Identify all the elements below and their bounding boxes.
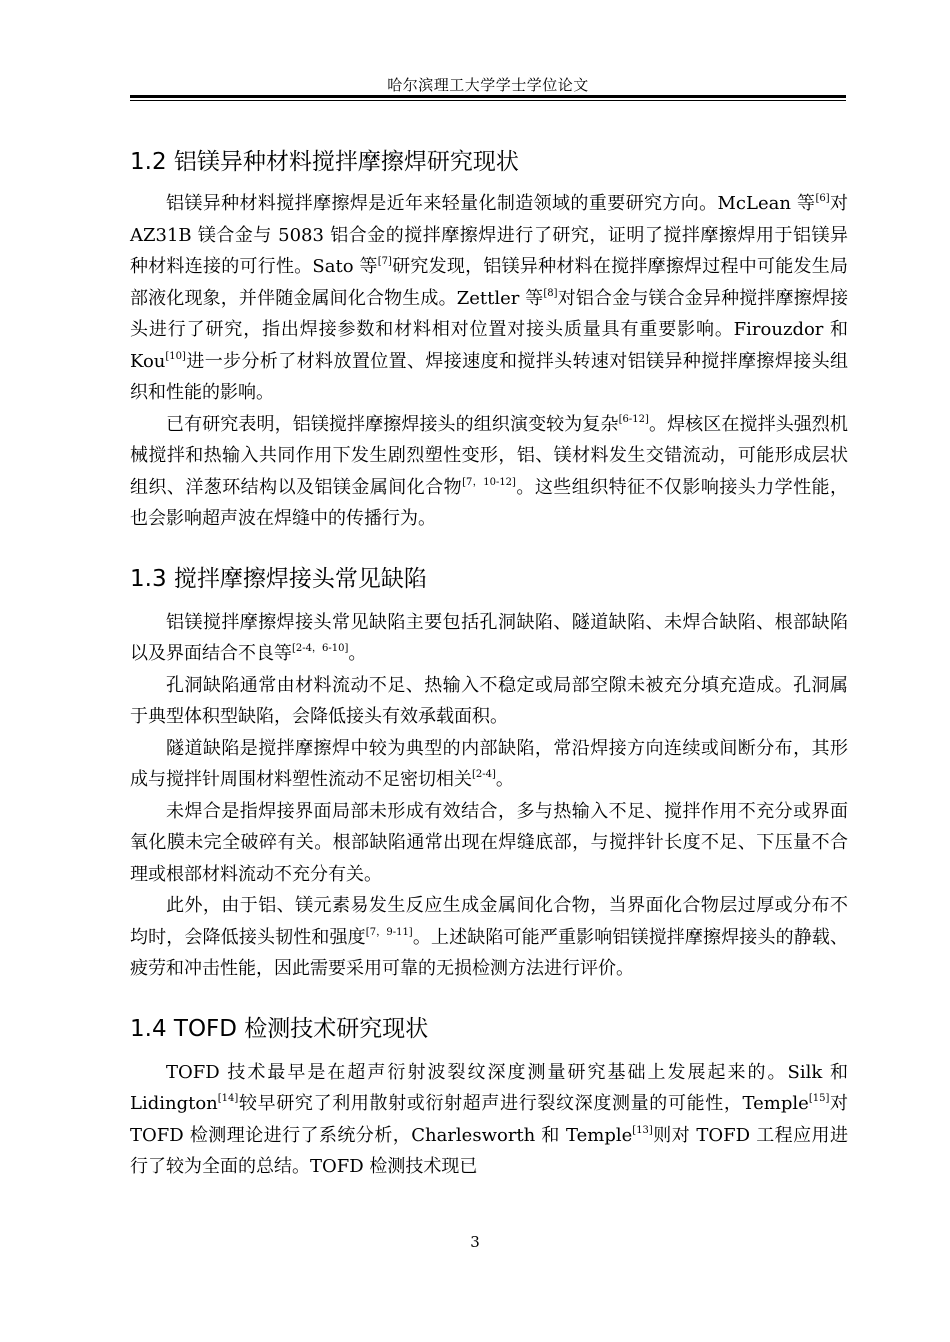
paragraph-text: 研究发现，铝镁异种材料在搅拌摩擦焊过程中可能发生局部液化现象，并伴随金属间化合物生成。Zettler 等 bbox=[130, 256, 848, 309]
section-heading-1-2: 1.2 铝镁异种材料搅拌摩擦焊研究现状 bbox=[130, 149, 519, 175]
citation: [7，10-12] bbox=[462, 476, 516, 488]
paragraph bbox=[130, 890, 848, 985]
citation: [6-12] bbox=[618, 413, 649, 425]
paragraph-text: 孔洞缺陷通常由材料流动不足、热输入不稳定或局部空隙未被充分填充造成。孔洞属于典型体积型缺陷，会降低接头有效承载面积。 bbox=[130, 674, 848, 727]
paragraph bbox=[130, 409, 848, 535]
paragraph bbox=[130, 607, 848, 670]
paragraph bbox=[130, 733, 848, 796]
section-heading-1-3: 1.3 搅拌摩擦焊接头常见缺陷 bbox=[130, 565, 427, 592]
citation: [2-4，6-10] bbox=[292, 643, 349, 654]
citation: [6] bbox=[815, 193, 830, 204]
paragraph-text: 对 TOFD 检测理论进行了系统分析，Charlesworth 和 Temple bbox=[130, 1093, 848, 1146]
paragraph bbox=[130, 188, 848, 409]
page-body bbox=[130, 140, 848, 1183]
paragraph bbox=[130, 796, 848, 891]
header-rule-thick bbox=[130, 95, 846, 98]
paragraph-text: 。这些组织特征不仅影响接头力学性能，也会影响超声波在焊缝中的传播行为。 bbox=[130, 476, 849, 529]
paragraph-text: TOFD 技术最早是在超声衍射波裂纹深度测量研究基础上发展起来的。Silk 和 Lidington bbox=[130, 1061, 848, 1114]
paragraph-text: 已有研究表明，铝镁搅拌摩擦焊接头的组织演变较为复杂 bbox=[166, 413, 619, 435]
paragraph-text: 。焊核区在搅拌头强烈机械搅拌和热输入共同作用下发生剧烈塑性变形，铝、镁材料发生交错流动，可能形成层状组织、洋葱环结构以及铝镁金属间化合物 bbox=[130, 413, 849, 498]
citation: [7，9-11] bbox=[365, 926, 413, 938]
paragraph-text: 对 AZ31B 镁合金与 5083 铝合金的搅拌摩擦焊进行了研究，证明了搅拌摩擦焊用于铝镁异种材料连接的可行性。Sato 等 bbox=[130, 193, 848, 277]
paragraph-text: 未焊合是指焊接界面局部未形成有效结合，多与热输入不足、搅拌作用不充分或界面氧化膜未完全破碎有关。根部缺陷通常出现在焊缝底部，与搅拌针长度不足、下压量不合理或根部材料流动不充分有关。 bbox=[130, 800, 848, 885]
section-heading-1-4: 1.4 TOFD 检测技术研究现状 bbox=[130, 1015, 429, 1042]
paragraph-text: 铝镁异种材料搅拌摩擦焊是近年来轻量化制造领域的重要研究方向。McLean 等 bbox=[166, 193, 816, 214]
citation: [2-4] bbox=[472, 769, 496, 780]
paragraph-text: 则对 TOFD 工程应用进行了较为全面的总结。TOFD 检测技术现已 bbox=[130, 1124, 848, 1177]
citation: [14] bbox=[217, 1093, 239, 1104]
paragraph-text: 铝镁搅拌摩擦焊接头常见缺陷主要包括孔洞缺陷、隧道缺陷、未焊合缺陷、根部缺陷以及界面结合不良等 bbox=[130, 611, 848, 664]
citation: [7] bbox=[377, 256, 392, 267]
paragraph-text: 较早研究了利用散射或衍射超声进行裂纹深度测量的可能性，Temple bbox=[238, 1093, 809, 1114]
running-header: 哈尔滨理工大学学士学位论文 bbox=[387, 76, 589, 94]
page-number: 3 bbox=[470, 1233, 480, 1251]
paragraph-text: 。上述缺陷可能严重影响铝镁搅拌摩擦焊接头的静载、疲劳和冲击性能，因此需要采用可靠的无损检测方法进行评价。 bbox=[130, 926, 848, 979]
citation: [13] bbox=[632, 1124, 653, 1136]
paragraph-text: 。 bbox=[348, 643, 367, 664]
paragraph-text: 进一步分析了材料放置位置、焊接速度和搅拌头转速对铝镁异种搅拌摩擦焊接头组织和性能的影响。 bbox=[130, 350, 848, 403]
paragraph-text: 此外，由于铝、镁元素易发生反应生成金属间化合物，当界面化合物层过厚或分布不均时，会降低接头韧性和强度 bbox=[130, 895, 848, 948]
paragraph-text: 隧道缺陷是搅拌摩擦焊中较为典型的内部缺陷，常沿焊接方向连续或间断分布，其形成与搅拌针周围材料塑性流动不足密切相关 bbox=[130, 737, 848, 790]
paragraph bbox=[130, 670, 848, 733]
citation: [10] bbox=[165, 350, 186, 362]
paragraph-text: 。 bbox=[495, 769, 514, 790]
citation: [15] bbox=[808, 1093, 830, 1104]
citation: [8] bbox=[543, 287, 558, 299]
header-rule-thin bbox=[130, 100, 846, 101]
paragraph-text: 对铝合金与镁合金异种搅拌摩擦焊接头进行了研究，指出焊接参数和材料相对位置对接头质量具有重要影响。Firouzdor 和 Kou bbox=[130, 287, 849, 372]
paragraph bbox=[130, 1057, 848, 1183]
